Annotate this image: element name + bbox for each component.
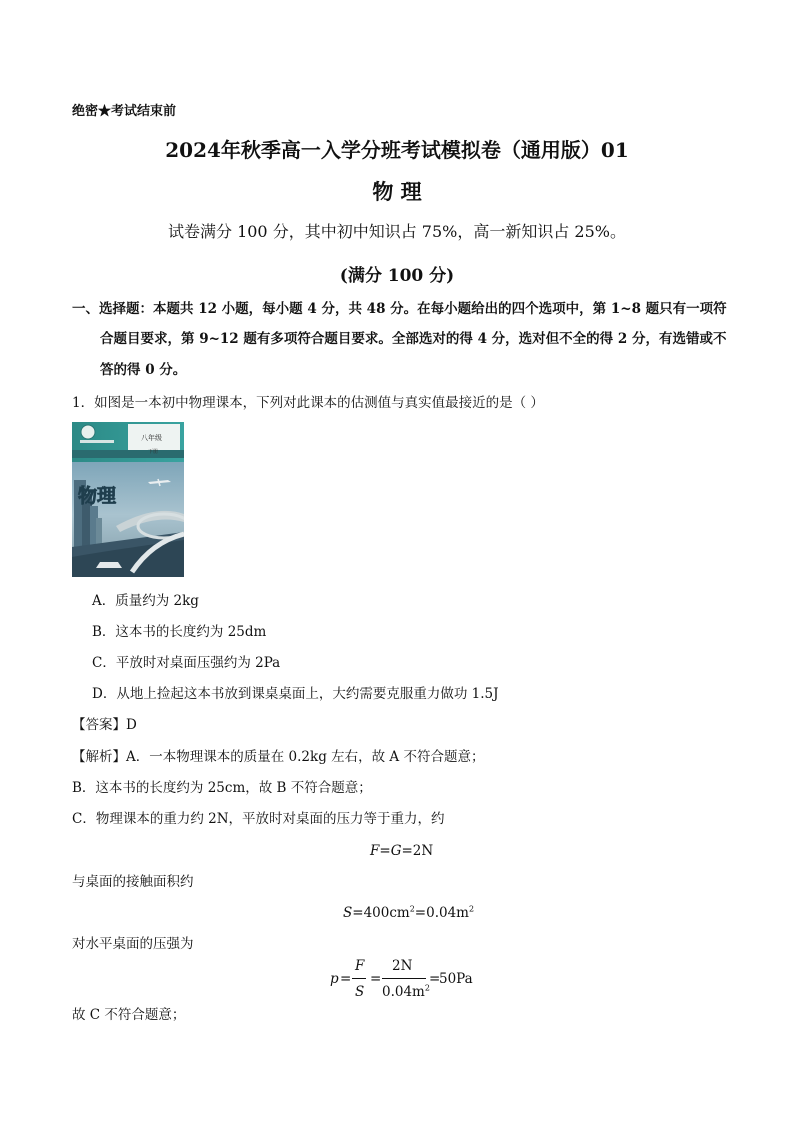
section-instructions-line2: 合题目要求，第 9~12 题有多项符合题目要求。全部选对的得 4 分，选对但不全的得 2 分，有选错或不: [100, 331, 727, 347]
section-instructions-line3: 答的得 0 分。: [100, 362, 187, 378]
formula-pressure-result: 50Pa: [439, 971, 473, 987]
section-instructions-line1: 一、选择题：本题共 12 小题，每小题 4 分，共 48 分。在每小题给出的四个选项中，第 1~8 题只有一项符: [72, 301, 727, 317]
formula-pressure-den-value: 0.04m: [382, 984, 425, 1000]
answer-line: 【答案】D: [72, 717, 137, 733]
formula-pressure-num-f: F: [355, 958, 365, 974]
option-d: D．从地上捡起这本书放到课桌桌面上，大约需要克服重力做功 1.5J: [92, 686, 499, 702]
option-c: C．平放时对桌面压强约为 2Pa: [92, 655, 281, 671]
formula-pressure-den-s: S: [355, 984, 365, 1000]
formula-area-cm: 400cm: [363, 905, 410, 921]
formula-force-g: G: [390, 843, 402, 859]
formula-area-m: 0.04m: [426, 905, 469, 921]
formula-pressure-p: p: [330, 971, 339, 987]
exam-title: 2024年秋季高一入学分班考试模拟卷（通用版）01: [165, 138, 629, 162]
subject-title: 物 理: [372, 179, 422, 204]
formula-force-f: F: [370, 843, 380, 859]
book-title-text: 物理: [78, 485, 117, 507]
confidential-label: 绝密★考试结束前: [72, 104, 177, 119]
book-volume-text: 下册: [148, 449, 159, 455]
formula-force-value: 2N: [412, 843, 434, 859]
pressure-text: 对水平桌面的压强为: [72, 936, 194, 952]
formula-force: F=G=2N: [370, 843, 434, 859]
analysis-c: C．物理课本的重力约 2N，平放时对桌面的压力等于重力，约: [72, 811, 445, 827]
option-a: A．质量约为 2kg: [92, 593, 199, 609]
option-b: B．这本书的长度约为 25dm: [92, 624, 267, 640]
question-1-stem: 1．如图是一本初中物理课本，下列对此课本的估测值与真实值最接近的是（ ）: [72, 395, 544, 411]
full-score: (满分 100 分): [339, 266, 455, 286]
score-note: 试卷满分 100 分，其中初中知识占 75%，高一新知识占 25%。: [167, 222, 626, 241]
formula-pressure-num-value: 2N: [392, 958, 413, 974]
book-grade-text: 八年级: [141, 434, 162, 442]
analysis-a: 【解析】A．一本物理课本的质量在 0.2kg 左右，故 A 不符合题意；: [72, 749, 485, 765]
contact-area-text: 与桌面的接触面积约: [72, 874, 194, 890]
textbook-cover-image: [72, 422, 184, 577]
conclusion-c: 故 C 不符合题意；: [72, 1007, 186, 1023]
analysis-b: B．这本书的长度约为 25cm，故 B 不符合题意；: [72, 780, 372, 796]
formula-pressure: p = F S = 2N $0.04m^2$ = 50Pa: [330, 958, 473, 1000]
formula-area: $S=400cm^2=0.04m^2$: [343, 904, 475, 921]
formula-area-s: S: [343, 905, 353, 921]
